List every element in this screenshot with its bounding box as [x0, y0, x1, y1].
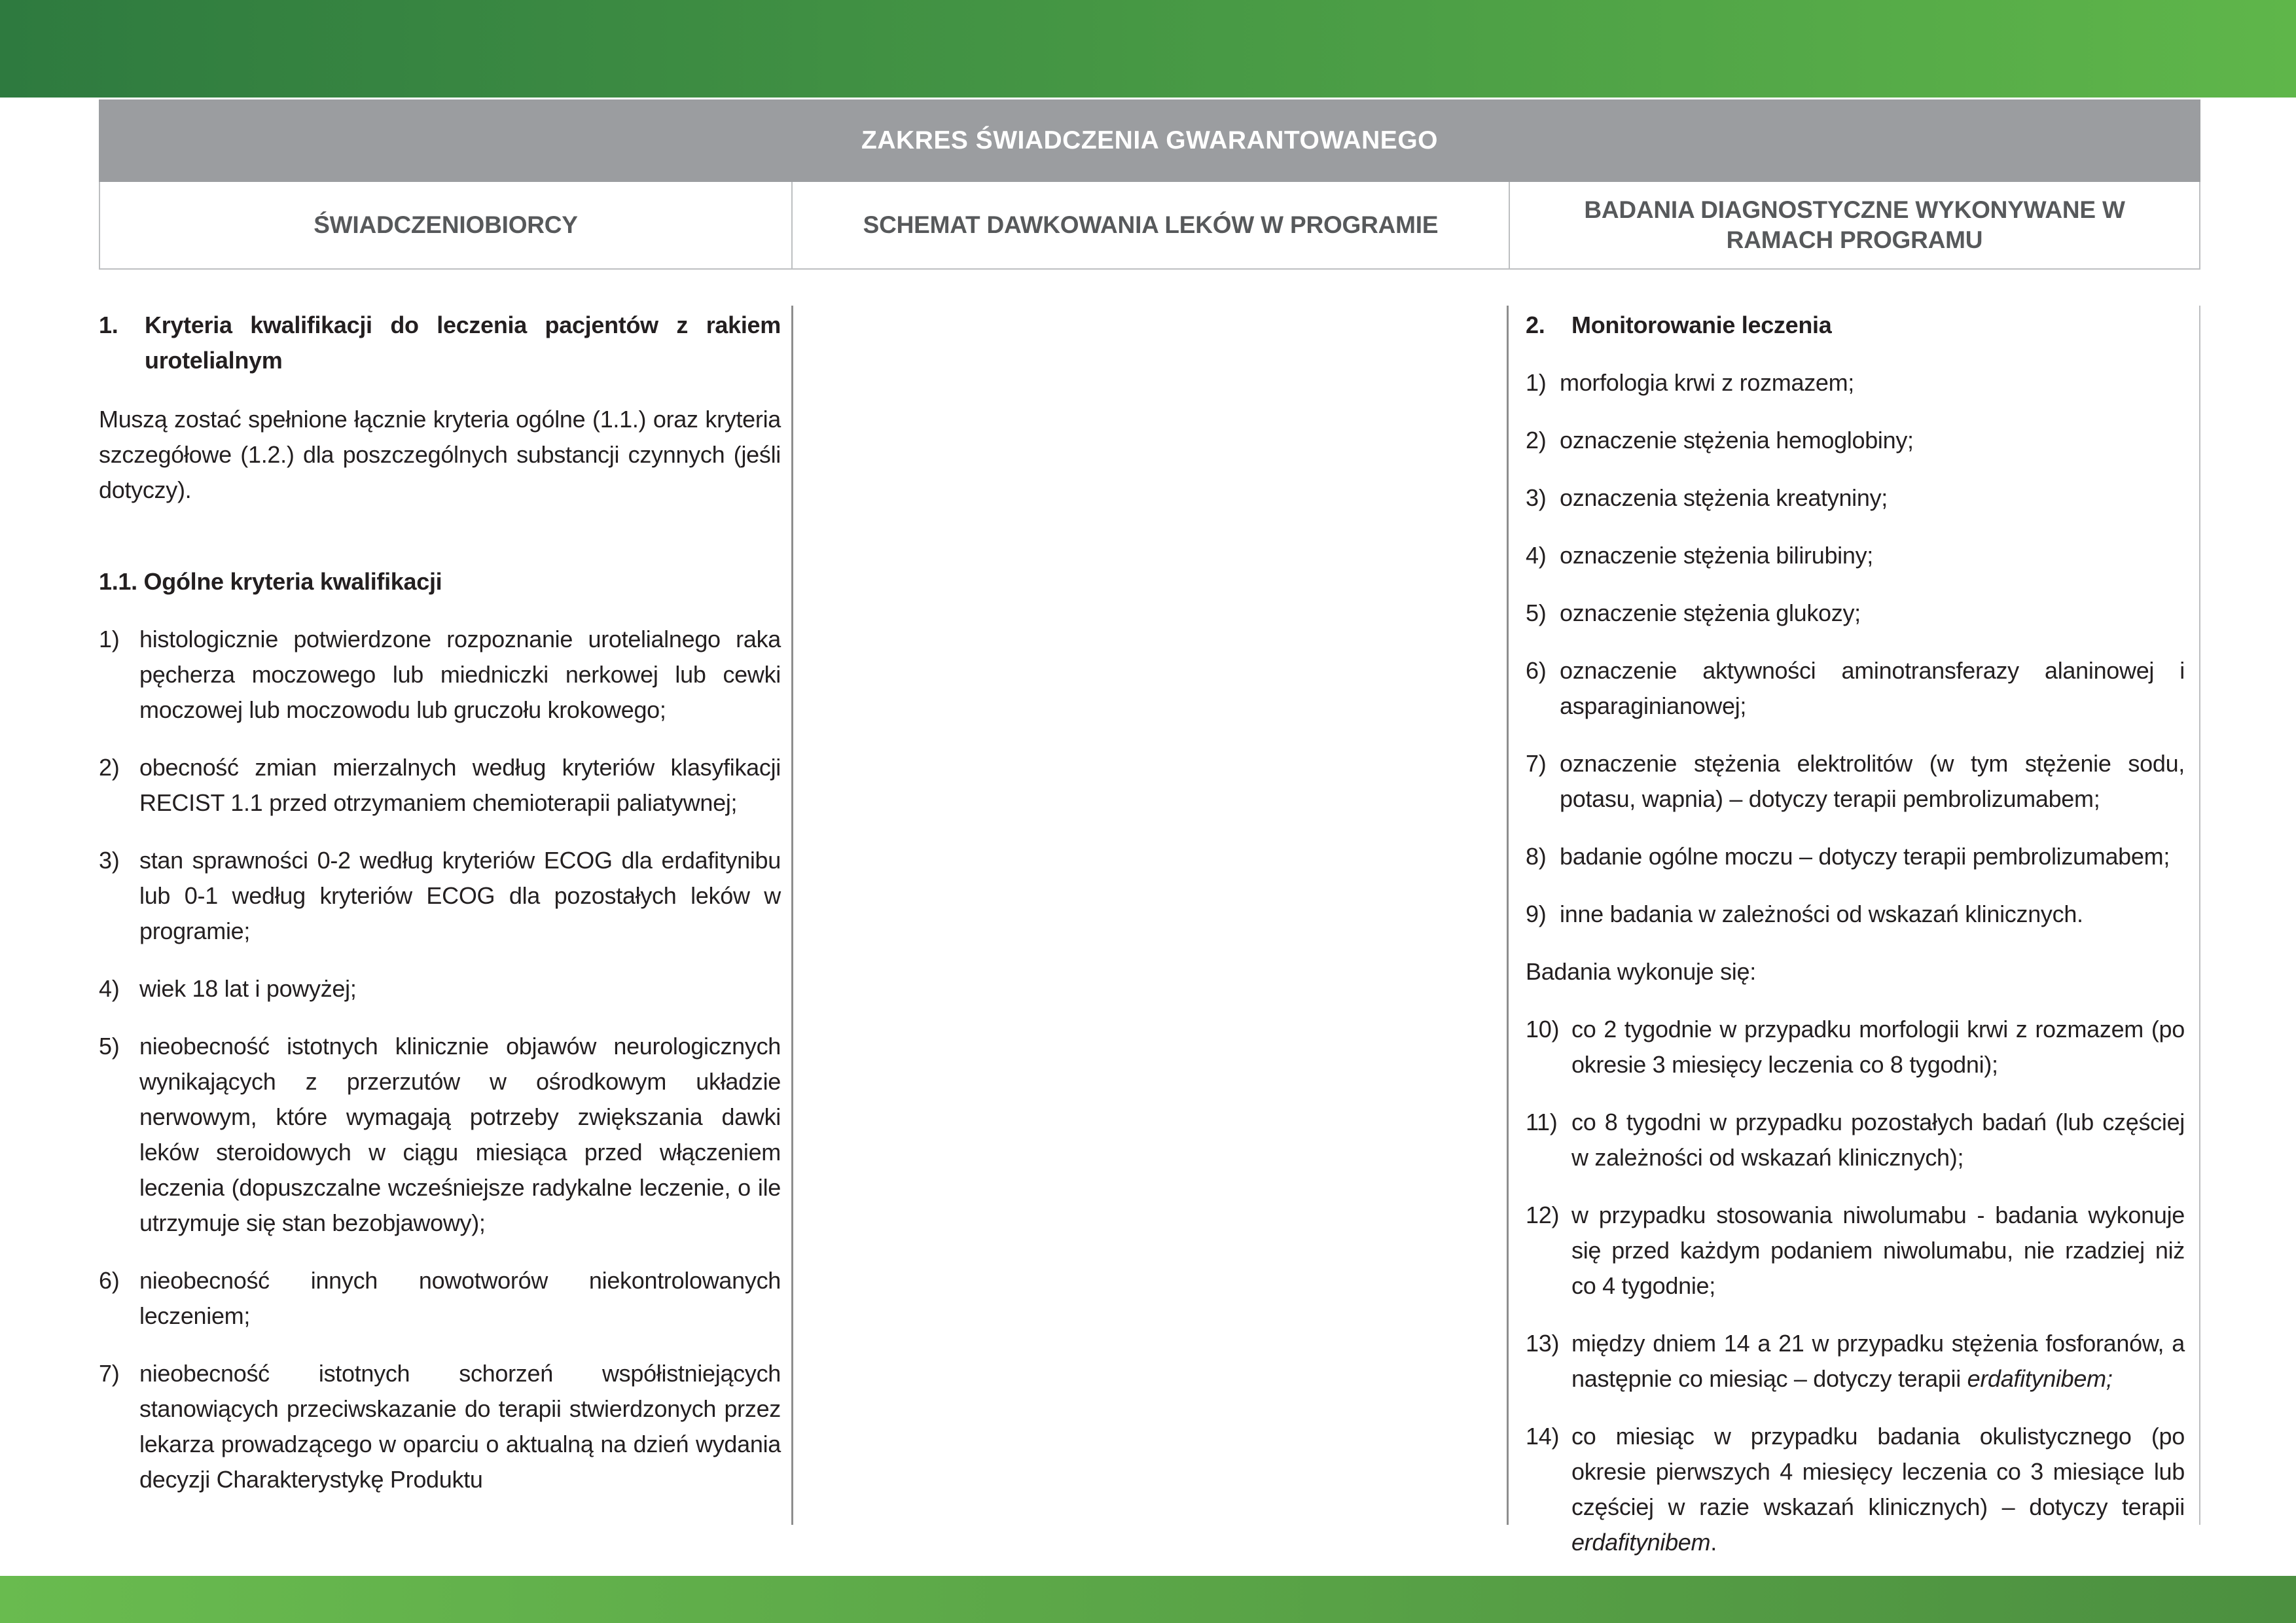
section-number: 1.	[99, 312, 118, 338]
list-item	[99, 843, 781, 949]
top-green-bar	[0, 0, 2296, 98]
item-number: 7)	[1526, 750, 1547, 777]
column-schemat-dawkowania-empty	[791, 306, 1509, 1525]
list-item	[99, 1029, 781, 1241]
list-item	[1526, 1419, 2185, 1560]
item-text: badanie ogólne moczu – dotyczy terapii pembrolizumabem;	[1560, 843, 2170, 870]
item-text: nieobecność innych nowotworów niekontrolowanych leczeniem;	[139, 1267, 781, 1329]
item-text: co miesiąc w przypadku badania okulistycznego (po okresie pierwszych 4 miesięcy leczenia co 3 miesiące lub częściej w razie wskazań klinicznych) – dotyczy terapii erdafitynibem.	[1571, 1423, 2185, 1556]
item-number: 6)	[99, 1267, 120, 1294]
section-1-1-title: 1.1. Ogólne kryteria kwalifikacji	[99, 568, 442, 595]
section-1-title	[99, 308, 781, 378]
item-number: 2)	[1526, 427, 1547, 454]
tests-schedule-intro: Badania wykonuje się:	[1526, 958, 1756, 985]
item-text: histologicznie potwierdzone rozpoznanie urotelialnego raka pęcherza moczowego lub miedniczki nerkowej lub cewki moczowej lub moczowodu lub gruczołu krokowego;	[139, 626, 781, 723]
list-item	[1526, 746, 2185, 817]
monitoring-tests-list	[1526, 365, 2185, 932]
list-item	[1526, 1012, 2185, 1082]
bottom-green-bar	[0, 1576, 2296, 1623]
column-header-badania-diagnostyczne	[1509, 182, 2199, 268]
list-item	[1526, 596, 2185, 631]
section-title-text: Kryteria kwalifikacji do leczenia pacjentów z rakiem urotelialnym	[145, 312, 781, 374]
tests-schedule-list	[1526, 1012, 2185, 1560]
item-text: oznaczenie stężenia hemoglobiny;	[1560, 427, 1914, 454]
item-text: oznaczenie stężenia bilirubiny;	[1560, 542, 1873, 569]
section-2-title	[1526, 308, 2185, 343]
list-item	[99, 622, 781, 728]
item-text: oznaczenie aktywności aminotransferazy alaninowej i asparaginianowej;	[1560, 657, 2185, 719]
item-number: 13)	[1526, 1330, 1560, 1357]
item-text: co 2 tygodnie w przypadku morfologii krwi z rozmazem (po okresie 3 miesięcy leczenia co 8 tygodni);	[1571, 1016, 2185, 1078]
item-number: 6)	[1526, 657, 1547, 684]
item-number: 3)	[1526, 484, 1547, 511]
section-1-intro: Muszą zostać spełnione łącznie kryteria ogólne (1.1.) oraz kryteria szczegółowe (1.2.) dla poszczególnych substancji czynnych (jeśli dotyczy).	[99, 406, 781, 503]
column-header-swiadczeniobiorcy	[100, 182, 791, 268]
table-title: ZAKRES ŚWIADCZENIA GWARANTOWANEGO	[861, 126, 1438, 154]
list-item	[1526, 1198, 2185, 1304]
item-text: inne badania w zależności od wskazań klinicznych.	[1560, 901, 2083, 927]
item-number: 8)	[1526, 843, 1547, 870]
item-number: 10)	[1526, 1016, 1560, 1043]
list-item	[1526, 653, 2185, 724]
item-number: 4)	[1526, 542, 1547, 569]
item-number: 4)	[99, 975, 120, 1002]
column-badania-diagnostyczne	[1509, 306, 2200, 1556]
list-item	[99, 971, 781, 1007]
item-text: oznaczenie stężenia glukozy;	[1560, 599, 1861, 626]
item-number: 5)	[1526, 599, 1547, 626]
item-number: 11)	[1526, 1109, 1558, 1135]
item-number: 1)	[1526, 369, 1547, 396]
item-text: stan sprawności 0-2 według kryteriów ECOG dla erdafitynibu lub 0-1 według kryteriów ECOG dla pozostałych leków w programie;	[139, 847, 781, 944]
list-item	[1526, 839, 2185, 874]
item-number: 7)	[99, 1360, 120, 1387]
list-item	[1526, 897, 2185, 932]
table-title-bar	[99, 99, 2200, 182]
list-item	[99, 750, 781, 821]
table-header-row	[99, 182, 2200, 270]
list-item	[1526, 1105, 2185, 1175]
section-number: 2.	[1526, 312, 1545, 338]
list-item	[1526, 423, 2185, 458]
column-header-label: BADANIA DIAGNOSTYCZNE WYKONYWANE W RAMACH PROGRAMU	[1584, 196, 2125, 253]
list-item	[1526, 538, 2185, 573]
section-title-text: Monitorowanie leczenia	[1571, 312, 1832, 338]
item-text: między dniem 14 a 21 w przypadku stężenia fosforanów, a następnie co miesiąc – dotyczy terapii erdafitynibem;	[1571, 1330, 2185, 1392]
item-text: co 8 tygodni w przypadku pozostałych badań (lub częściej w zależności od wskazań klinicznych);	[1571, 1109, 2185, 1171]
guaranteed-benefit-table	[99, 99, 2200, 1556]
item-number: 14)	[1526, 1423, 1560, 1450]
item-text: nieobecność istotnych schorzeń współistniejących stanowiących przeciwskazanie do terapii stwierdzonych przez lekarza prowadzącego w oparciu o aktualną na dzień wydania decyzji Charakterystykę Produktu	[139, 1360, 781, 1493]
list-item	[1526, 365, 2185, 401]
item-text: oznaczenia stężenia kreatyniny;	[1560, 484, 1888, 511]
item-number: 3)	[99, 847, 120, 874]
column-header-schemat-dawkowania	[791, 182, 1509, 268]
item-text: w przypadku stosowania niwolumabu - badania wykonuje się przed każdym podaniem niwolumabu, nie rzadziej niż co 4 tygodnie;	[1571, 1202, 2185, 1299]
item-text: wiek 18 lat i powyżej;	[139, 975, 357, 1002]
item-number: 2)	[99, 754, 120, 781]
column-header-label: SCHEMAT DAWKOWANIA LEKÓW W PROGRAMIE	[863, 211, 1439, 238]
item-text: oznaczenie stężenia elektrolitów (w tym stężenie sodu, potasu, wapnia) – dotyczy terapii pembrolizumabem;	[1560, 750, 2185, 812]
item-number: 9)	[1526, 901, 1547, 927]
column-header-label: ŚWIADCZENIOBIORCY	[314, 211, 578, 238]
qualification-criteria-list	[99, 622, 781, 1497]
list-item	[1526, 1326, 2185, 1397]
column-swiadczeniobiorcy	[99, 306, 791, 1525]
item-text: obecność zmian mierzalnych według kryteriów klasyfikacji RECIST 1.1 przed otrzymaniem chemioterapii paliatywnej;	[139, 754, 781, 816]
table-content-row	[99, 306, 2200, 1556]
item-number: 12)	[1526, 1202, 1560, 1228]
list-item	[1526, 480, 2185, 516]
item-text: nieobecność istotnych klinicznie objawów neurologicznych wynikających z przerzutów w ośrodkowym układzie nerwowym, które wymagają potrzeby zwiększania dawki leków steroidowych w ciągu miesiąca przed włączeniem leczenia (dopuszczalne wcześniejsze radykalne leczenie, o ile utrzymuje się stan bezobjawowy);	[139, 1033, 781, 1236]
list-item	[99, 1263, 781, 1334]
item-text: morfologia krwi z rozmazem;	[1560, 369, 1855, 396]
item-number: 1)	[99, 626, 120, 652]
item-number: 5)	[99, 1033, 120, 1060]
list-item	[99, 1356, 781, 1497]
